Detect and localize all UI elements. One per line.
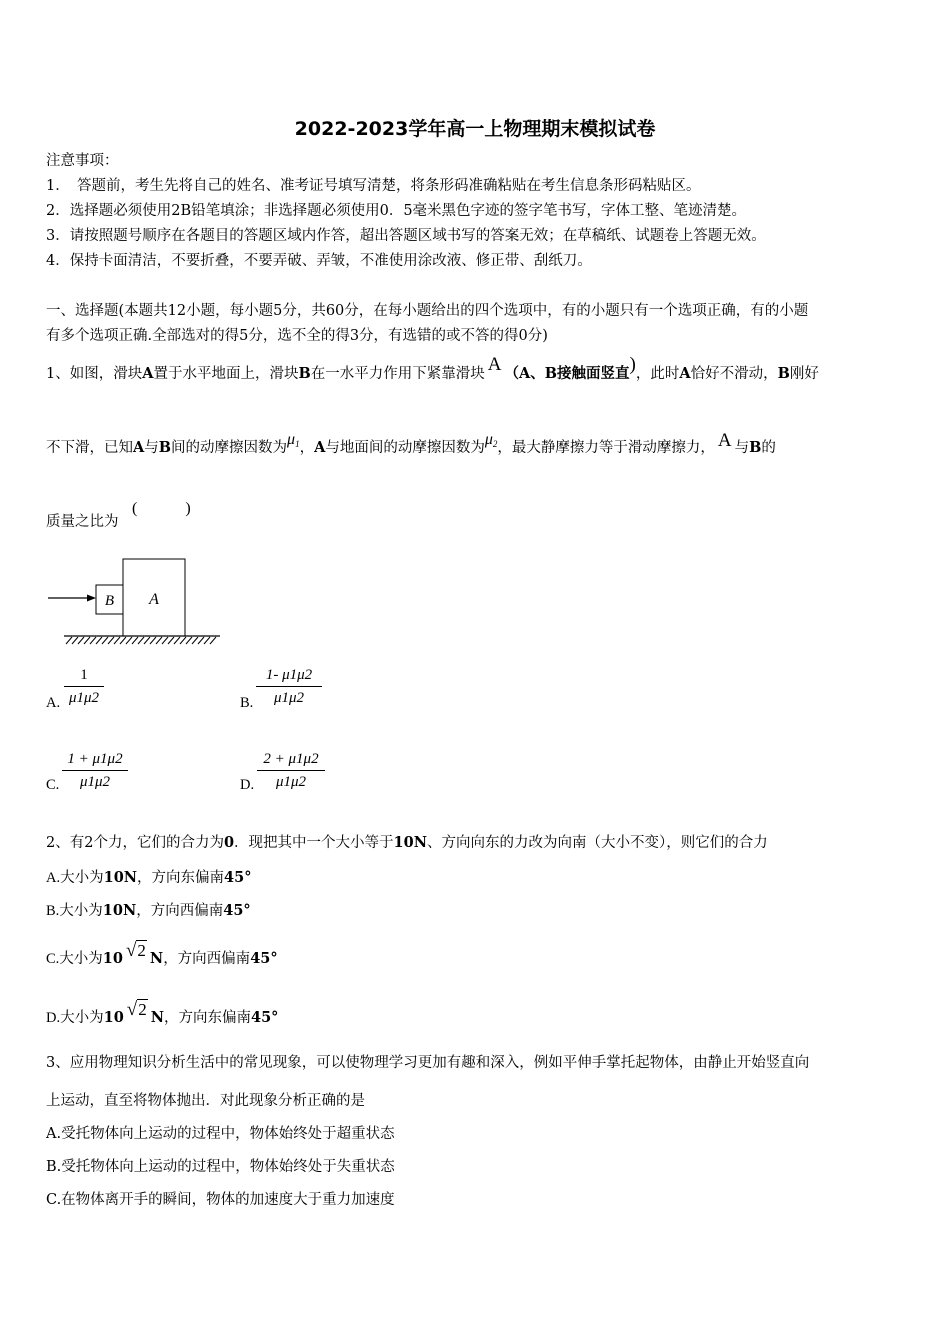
q2-option-a[interactable]: A.大小为10N，方向东偏南45° bbox=[46, 869, 252, 886]
q3-option-b[interactable]: B.受托物体向上运动的过程中，物体始终处于失重状态 bbox=[46, 1159, 395, 1175]
q1-option-c-label[interactable]: C. bbox=[46, 777, 60, 793]
q2-option-d[interactable]: D.大小为10 √2 N，方向东偏南45° bbox=[46, 999, 279, 1026]
ground bbox=[64, 636, 220, 644]
block-a-label: A bbox=[149, 591, 159, 608]
section-instructions-line2: 有多个选项正确.全部选对的得5分，选不全的得3分，有选错的或不答的得0分) bbox=[46, 328, 548, 344]
q3-stem-line2: 上运动，直至将物体抛出．对此现象分析正确的是 bbox=[46, 1093, 365, 1109]
q1-option-d-label[interactable]: D. bbox=[240, 777, 255, 793]
q1-line3: 质量之比为 bbox=[46, 514, 119, 530]
q1-option-a-label[interactable]: A. bbox=[46, 695, 61, 711]
q1-line1: 1、如图，滑块A置于水平地面上，滑块B在一水平力作用下紧靠滑块 A （A、B接触面竖直)，此时A恰好不滑动，B刚好 bbox=[46, 354, 819, 382]
q3-option-c[interactable]: C.在物体离开手的瞬间，物体的加速度大于重力加速度 bbox=[46, 1192, 395, 1208]
force-arrow bbox=[48, 595, 96, 602]
notice-item-3: 3．请按照题号顺序在各题目的答题区域内作答，超出答题区域书写的答案无效；在草稿纸、试题卷上答题无效。 bbox=[46, 228, 766, 244]
section-instructions-line1: 一、选择题(本题共12小题，每小题5分，共60分，在每小题给出的四个选项中，有的小题只有一个选项正确，有的小题 bbox=[46, 303, 809, 319]
q1-answer-blank: ( ) bbox=[132, 500, 191, 517]
q2-option-c[interactable]: C.大小为10 √2 N，方向西偏南45° bbox=[46, 940, 278, 967]
q2-stem: 2、有2个力，它们的合力为0．现把其中一个大小等于10N、方向向东的力改为向南（大小不变），则它们的合力 bbox=[46, 834, 768, 851]
q2-option-b[interactable]: B.大小为10N，方向西偏南45° bbox=[46, 902, 251, 919]
notice-item-1: 1． 答题前，考生先将自己的姓名、准考证号填写清楚，将条形码准确粘贴在考生信息条形码粘贴区。 bbox=[46, 178, 701, 194]
q3-option-a[interactable]: A.受托物体向上运动的过程中，物体始终处于超重状态 bbox=[46, 1126, 395, 1142]
q1-option-a-fraction[interactable]: 1 μ1μ2 bbox=[64, 666, 104, 707]
q1-option-b-fraction[interactable]: 1- μ1μ2 μ1μ2 bbox=[256, 666, 322, 707]
q1-option-d-fraction[interactable]: 2 + μ1μ2 μ1μ2 bbox=[257, 750, 325, 791]
q1-line2: 不下滑，已知A与B间的动摩擦因数为$\mu_1$，A与地面间的动摩擦因数为$\mu_2$，最大静摩擦力等于滑动摩擦力， A 与B的 bbox=[46, 430, 776, 456]
page-title: 2022-2023学年高一上物理期末模拟试卷 bbox=[294, 118, 656, 140]
q1-option-c-fraction[interactable]: 1 + μ1μ2 μ1μ2 bbox=[62, 750, 128, 791]
block-b-label: B bbox=[104, 593, 115, 609]
notice-heading: 注意事项： bbox=[46, 153, 119, 169]
notice-item-4: 4．保持卡面清洁，不要折叠，不要弄破、弄皱，不准使用涂改液、修正带、刮纸刀。 bbox=[46, 253, 592, 269]
q1-option-b-label[interactable]: B. bbox=[240, 695, 254, 711]
q3-stem-line1: 3、应用物理知识分析生活中的常见现象，可以使物理学习更加有趣和深入，例如平伸手掌托起物体，由静止开始竖直向 bbox=[46, 1055, 810, 1071]
q1-figure bbox=[44, 556, 224, 648]
notice-item-2: 2．选择题必须使用2B铅笔填涂；非选择题必须使用0．5毫米黑色字迹的签字笔书写，字体工整、笔迹清楚。 bbox=[46, 203, 747, 219]
